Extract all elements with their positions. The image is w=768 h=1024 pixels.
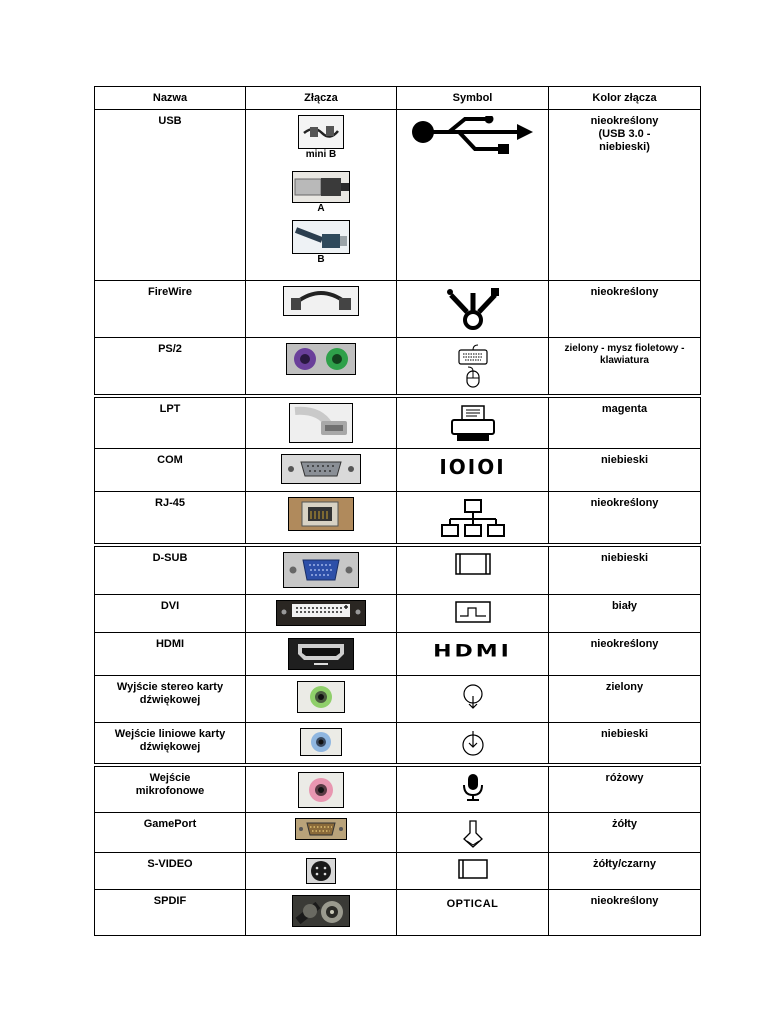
joystick-icon	[458, 819, 488, 849]
hdmi-photo	[288, 638, 354, 670]
mic-photo	[298, 772, 344, 808]
printer-icon	[449, 404, 497, 444]
connector-cell	[246, 547, 397, 594]
rj45-photo	[288, 497, 354, 531]
symbol-cell	[397, 398, 549, 448]
row-color: nieokreślony	[590, 286, 659, 298]
lpt-photo	[289, 403, 353, 443]
row-name: SPDIF	[95, 890, 246, 935]
table-row	[94, 890, 701, 936]
row-name: FireWire	[95, 281, 246, 337]
row-name: Wejście liniowe karty dźwiękowej	[95, 723, 246, 763]
ps2-photo	[286, 343, 356, 375]
table-row	[94, 397, 701, 449]
usb-mini-b-photo	[298, 115, 344, 149]
optical-text: OPTICAL	[446, 898, 499, 910]
row-name: Wyjście stereo karty dźwiękowej	[95, 676, 246, 722]
symbol-cell	[397, 890, 549, 935]
table-row	[94, 766, 701, 813]
network-icon	[438, 498, 508, 538]
symbol-cell	[397, 449, 549, 491]
spdif-photo	[292, 895, 350, 927]
symbol-cell	[397, 723, 549, 763]
symbol-cell	[397, 547, 549, 594]
audio-in-icon	[458, 729, 488, 757]
row-name: HDMI	[95, 633, 246, 675]
table-row	[94, 546, 701, 595]
microphone-icon	[461, 773, 485, 801]
row-color: biały	[611, 600, 638, 612]
table-row	[94, 595, 701, 633]
row-name: PS/2	[95, 338, 246, 394]
row-name: COM	[95, 449, 246, 491]
table-row	[94, 338, 701, 395]
usb-icon	[409, 116, 537, 160]
symbol-cell	[397, 492, 549, 543]
audio-out-icon	[458, 682, 488, 710]
row-color: zielony	[605, 681, 644, 693]
connector-cell	[246, 890, 397, 935]
audio-out-photo	[297, 681, 345, 713]
row-color: niebieski	[600, 454, 649, 466]
header-symbol: Symbol	[397, 87, 549, 109]
symbol-cell	[397, 110, 549, 280]
row-color: niebieski	[600, 728, 649, 740]
header-color: Kolor złącza	[592, 92, 657, 104]
table-row	[94, 676, 701, 723]
connector-cell	[246, 110, 397, 280]
symbol-cell	[397, 813, 549, 852]
connector-cell	[246, 595, 397, 632]
keyboard-mouse-icon	[453, 344, 493, 388]
table-row	[94, 633, 701, 676]
row-name: DVI	[95, 595, 246, 632]
connector-cell	[246, 398, 397, 448]
row-color: nieokreślony (USB 3.0 - niebieski)	[590, 115, 659, 153]
row-name: GamePort	[95, 813, 246, 852]
row-color: nieokreślony	[590, 895, 659, 907]
connector-cell	[246, 281, 397, 337]
row-color: niebieski	[600, 552, 649, 564]
row-color: żółty/czarny	[593, 858, 656, 870]
symbol-cell	[397, 853, 549, 889]
table-header	[94, 86, 701, 110]
header-connectors: Złącza	[246, 87, 397, 109]
row-color: nieokreślony	[590, 638, 659, 650]
table-row	[94, 723, 701, 764]
table-row	[94, 449, 701, 492]
row-name: USB	[95, 110, 246, 280]
connector-cell	[246, 813, 397, 852]
table-row	[94, 110, 701, 281]
serial-icon: IOIOI	[439, 455, 506, 479]
connector-cell	[246, 853, 397, 889]
row-name: Wejście mikrofonowe	[95, 767, 246, 812]
connector-table	[94, 86, 701, 936]
svideo-icon	[458, 859, 488, 879]
table-row	[94, 813, 701, 853]
row-name: D-SUB	[95, 547, 246, 594]
hdmi-logo: HDMI	[433, 642, 512, 661]
symbol-cell	[397, 281, 549, 337]
row-name: RJ-45	[95, 492, 246, 543]
connector-cell	[246, 449, 397, 491]
connector-cell	[246, 633, 397, 675]
svideo-photo	[306, 858, 336, 884]
header-name: Nazwa	[95, 87, 246, 109]
dvi-icon	[455, 601, 491, 623]
connector-cell	[246, 723, 397, 763]
symbol-cell	[397, 633, 549, 675]
connector-cell	[246, 676, 397, 722]
usb-b-photo	[292, 220, 350, 254]
table-row	[94, 853, 701, 890]
row-color: magenta	[601, 403, 648, 415]
table-row	[94, 281, 701, 338]
row-color: różowy	[605, 772, 644, 784]
gameport-photo	[295, 818, 347, 840]
row-name: S-VIDEO	[95, 853, 246, 889]
audio-in-photo	[300, 728, 342, 756]
com-photo	[281, 454, 361, 484]
connector-label: B	[317, 254, 325, 265]
firewire-icon	[443, 287, 503, 333]
row-color: żółty	[611, 818, 638, 830]
connector-label: A	[317, 203, 325, 214]
symbol-cell	[397, 595, 549, 632]
firewire-photo	[283, 286, 359, 316]
connector-label: mini B	[305, 149, 337, 160]
dvi-photo	[276, 600, 366, 626]
symbol-cell	[397, 338, 549, 394]
row-color: nieokreślony	[590, 497, 659, 509]
connector-cell	[246, 492, 397, 543]
connector-cell	[246, 338, 397, 394]
connector-cell	[246, 767, 397, 812]
row-color: zielony - mysz fioletowy - klawiatura	[564, 343, 685, 366]
row-name: LPT	[95, 398, 246, 448]
dsub-photo	[283, 552, 359, 588]
table-row	[94, 492, 701, 544]
monitor-icon	[455, 553, 491, 575]
symbol-cell	[397, 676, 549, 722]
symbol-cell	[397, 767, 549, 812]
usb-a-photo	[292, 171, 350, 203]
